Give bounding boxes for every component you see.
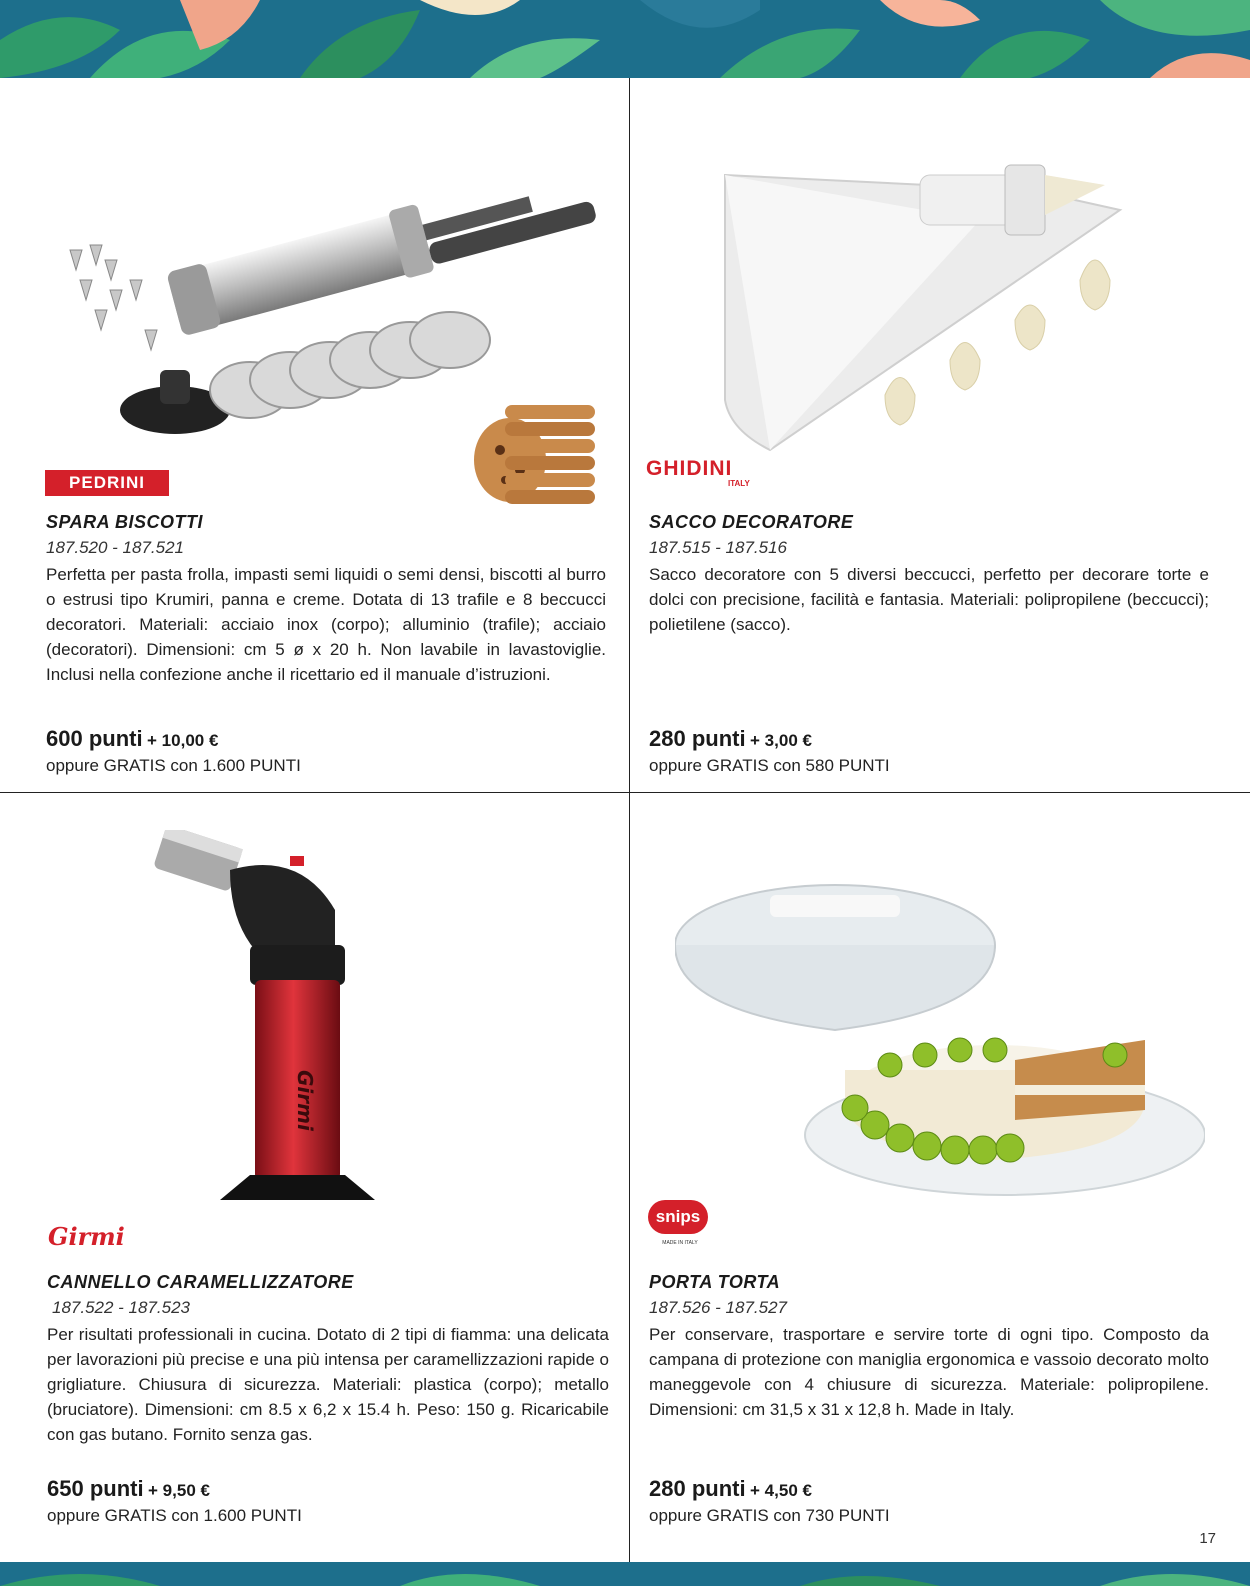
- product-code: 187.520 - 187.521: [46, 538, 185, 557]
- grid-divider-vertical: [629, 78, 630, 1562]
- price-extra: + 10,00 €: [147, 731, 219, 750]
- product-title: PORTA TORTA: [649, 1272, 781, 1292]
- free-offer: oppure GRATIS con 730 PUNTI: [649, 1506, 890, 1525]
- top-decorative-banner: [0, 0, 1250, 78]
- product-description: Per conservare, trasportare e servire torte di ogni tipo. Composto da campana di protezione con maniglia ergonomica e vassoio decorato molto maneggevole con 4 chiusure di sicurezza. Materiale: polipropilene. Dimensioni: cm 31,5 x 31 x 12,8 h. Made in Italy.: [649, 1325, 1209, 1419]
- price-points: 280 punti: [649, 726, 746, 751]
- price-extra: + 9,50 €: [148, 1481, 210, 1500]
- product-title: SPARA BISCOTTI: [46, 512, 204, 532]
- product-code: 187.515 - 187.516: [649, 538, 788, 557]
- price-points: 650 punti: [47, 1476, 144, 1501]
- product-description: Sacco decoratore con 5 diversi beccucci, perfetto per decorare torte e dolci con precisione, facilità e fantasia. Materiali: polipropilene (beccucci); polietilene (sacco).: [649, 565, 1209, 634]
- product-price: [649, 1476, 812, 1502]
- leaf-pattern-image: [0, 0, 1250, 78]
- product-title: CANNELLO CARAMELLIZZATORE: [47, 1272, 354, 1292]
- product-description: Perfetta per pasta frolla, impasti semi liquidi o semi densi, biscotti al burro o estrusi tipo Krumiri, panna e creme. Dotata di 13 trafile e 8 beccucci decoratori. Materiali: acciaio inox (corpo); alluminio (trafile); acciaio (decoratori). Dimensioni: cm 5 ø x 20 h. Non lavabile in lavastoviglie. Inclusi nella confezione anche il ricettario ed il manuale d’istruzioni.: [46, 565, 606, 684]
- product-price: [46, 726, 218, 752]
- piping-bag-image: [720, 150, 1140, 460]
- leaf-pattern-image: [0, 1562, 1250, 1586]
- page-number: 17: [1199, 1530, 1216, 1547]
- kitchen-torch-image: [150, 830, 380, 1210]
- product-description: Per risultati professionali in cucina. Dotato di 2 tipi di fiamma: una delicata per lavorazioni più precise e una più intensa per caramellizzazioni rapide o grigliature. Chiusura di sicurezza. Materiali: plastica (corpo); metallo (bruciatore). Dimensioni: cm 8.5 x 6,2 x 15.4 h. Peso: 150 g. Ricaricabile con gas butano. Fornito senza gas.: [47, 1325, 609, 1444]
- grid-divider-horizontal: [0, 792, 1250, 793]
- price-points: 600 punti: [46, 726, 143, 751]
- price-extra: + 4,50 €: [750, 1481, 812, 1500]
- snips-logo-badge: snips: [648, 1200, 708, 1234]
- product-code: 187.526 - 187.527: [649, 1298, 788, 1317]
- pedrini-logo: PEDRINI: [45, 470, 169, 496]
- product-price: [649, 726, 812, 752]
- bottom-decorative-banner: [0, 1562, 1250, 1586]
- ghidini-logo: GHIDINI ITALY: [646, 457, 750, 488]
- girmi-logo: Girmi: [48, 1222, 125, 1251]
- price-points: 280 punti: [649, 1476, 746, 1501]
- free-offer: oppure GRATIS con 1.600 PUNTI: [47, 1506, 302, 1525]
- product-title: SACCO DECORATORE: [649, 512, 854, 532]
- snips-logo: snips MADE IN ITALY: [648, 1200, 712, 1246]
- cookie-press-image: [50, 150, 610, 510]
- torch-brand-mark: Girmi: [293, 1070, 317, 1131]
- product-price: [47, 1476, 210, 1502]
- price-extra: + 3,00 €: [750, 731, 812, 750]
- free-offer: oppure GRATIS con 580 PUNTI: [649, 756, 890, 775]
- product-code: 187.522 - 187.523: [52, 1298, 191, 1317]
- cake-carrier-image: [675, 860, 1205, 1200]
- free-offer: oppure GRATIS con 1.600 PUNTI: [46, 756, 301, 775]
